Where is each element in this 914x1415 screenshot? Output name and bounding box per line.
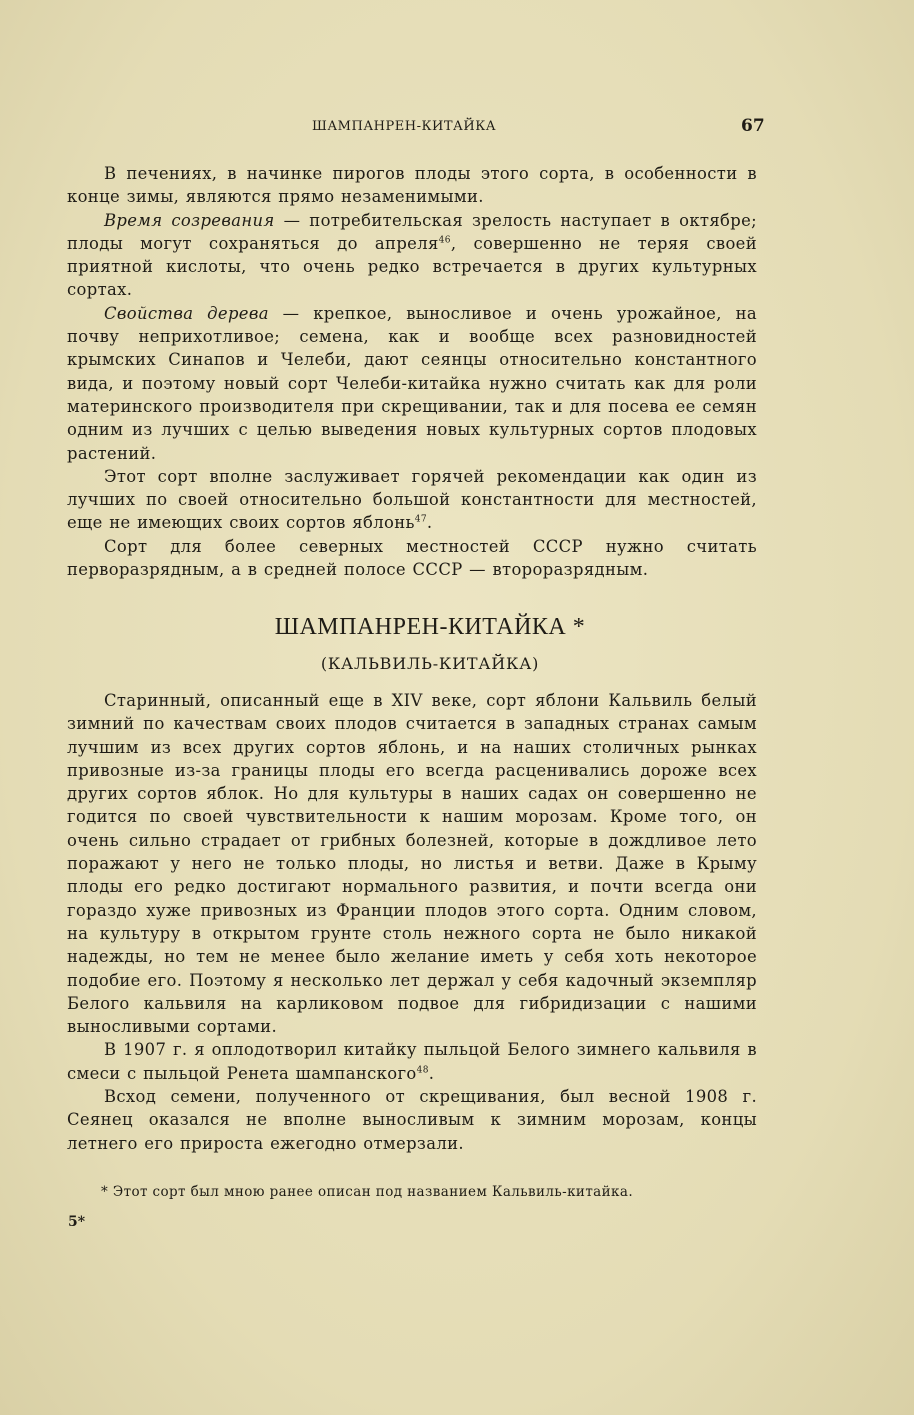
paragraph bbox=[67, 1085, 757, 1155]
paragraph-text: — потребительская зрелость наступает в октябре; плоды могут сохраняться до апреля bbox=[67, 210, 758, 253]
endnote-ref: 47 bbox=[414, 514, 427, 525]
section-title: ШАМПАНРЕН-КИТАЙКА * bbox=[274, 614, 586, 640]
paragraph bbox=[67, 302, 757, 465]
paragraph-text: . bbox=[426, 513, 433, 533]
page-header bbox=[0, 116, 914, 138]
paragraph bbox=[67, 162, 757, 209]
paragraph bbox=[67, 1038, 757, 1085]
paragraph-text: В 1907 г. я оплодотворил китайку пыльцой Белого зимнего кальвиля в смеси с пыльцой Ренета шампанского bbox=[67, 1040, 757, 1083]
paragraph bbox=[67, 465, 757, 535]
page-number: 67 bbox=[741, 116, 765, 136]
paragraph bbox=[67, 209, 757, 302]
text-block-section bbox=[67, 689, 757, 1155]
section-subtitle: (КАЛЬВИЛЬ-КИТАЙКА) bbox=[320, 654, 540, 673]
endnote-ref: 48 bbox=[416, 1065, 429, 1076]
paragraph-text: , совершенно не теряя своей приятной кислоты, что очень редко встречается в других культурных сортах. bbox=[67, 233, 757, 300]
paragraph-text: В печениях, в начинке пирогов плоды этого сорта, в особенности в конце зимы, являются прямо незаменимыми. bbox=[67, 164, 757, 207]
paragraph-text: — крепкое, выносливое и очень урожайное, на почву неприхотливое; семена, как и вообще всех разновидностей крымских Синапов и Челеби, дают сеянцы относительно константного вида, и поэтому новый сорт Челеби-китайка нужно считать как для роли материнского производителя при скрещивании, так и для посева ее семян одним из лучших с целью выведения новых культурных сортов плодовых растений. bbox=[67, 303, 757, 463]
paragraph-text: Всход семени, полученного от скрещивания, был весной 1908 г. Сеянец оказался не вполне выносливым к зимним морозам, концы летнего его прироста ежегодно отмерзали. bbox=[67, 1087, 757, 1153]
paragraph-text: Сорт для более северных местностей СССР нужно считать перворазрядным, а в средней полосе СССР — второразрядным. bbox=[67, 536, 757, 580]
paragraph bbox=[67, 535, 757, 582]
signature-mark: 5* bbox=[68, 1214, 86, 1230]
paragraph bbox=[67, 689, 757, 1038]
text-block-top bbox=[67, 162, 757, 581]
run-in-heading: Время созревания bbox=[104, 210, 275, 230]
run-in-heading: Свойства дерева bbox=[104, 303, 269, 323]
paragraph-text: Старинный, описанный еще в XIV веке, сорт яблони Кальвиль белый зимний по качествам своих плодов считается в западных странах самым лучшим из всех других сортов яблонь, и на наших столичных рынках привозные из-за границы плоды его всегда расценивались дороже всех других сортов яблок. Но для культуры в наших садах он совершенно не годится по своей чувствительности к нашим морозам. Кроме того, он очень сильно страдает от грибных болезней, которые в дождливое лето поражают у него не только плоды, но листья и ветви. Даже в Крыму плоды его редко достигают нормального развития, и почти всегда они гораздо хуже привозных из Франции плодов этого сорта. Одним словом, на культуру в открытом грунте столь нежного сорта не было никакой надежды, но тем не менее было желание иметь у себя хоть некоторое подобие его. Поэтому я несколько лет держал у себя кадочный экземпляр Белого кальвиля на карликовом подвое для гибридизации с нашими выносливыми сортами. bbox=[67, 691, 757, 1037]
endnote-ref: 46 bbox=[438, 235, 451, 246]
paragraph-text: . bbox=[428, 1063, 435, 1083]
running-title: ШАМПАНРЕН-КИТАЙКА bbox=[312, 119, 497, 134]
footnote: * Этот сорт был мною ранее описан под названием Кальвиль-китайка. bbox=[101, 1184, 634, 1200]
paragraph-text: Этот сорт вполне заслуживает горячей рекомендации как один из лучших по своей относительно большой константности для местностей, еще не имеющих своих сортов яблонь bbox=[67, 466, 757, 533]
